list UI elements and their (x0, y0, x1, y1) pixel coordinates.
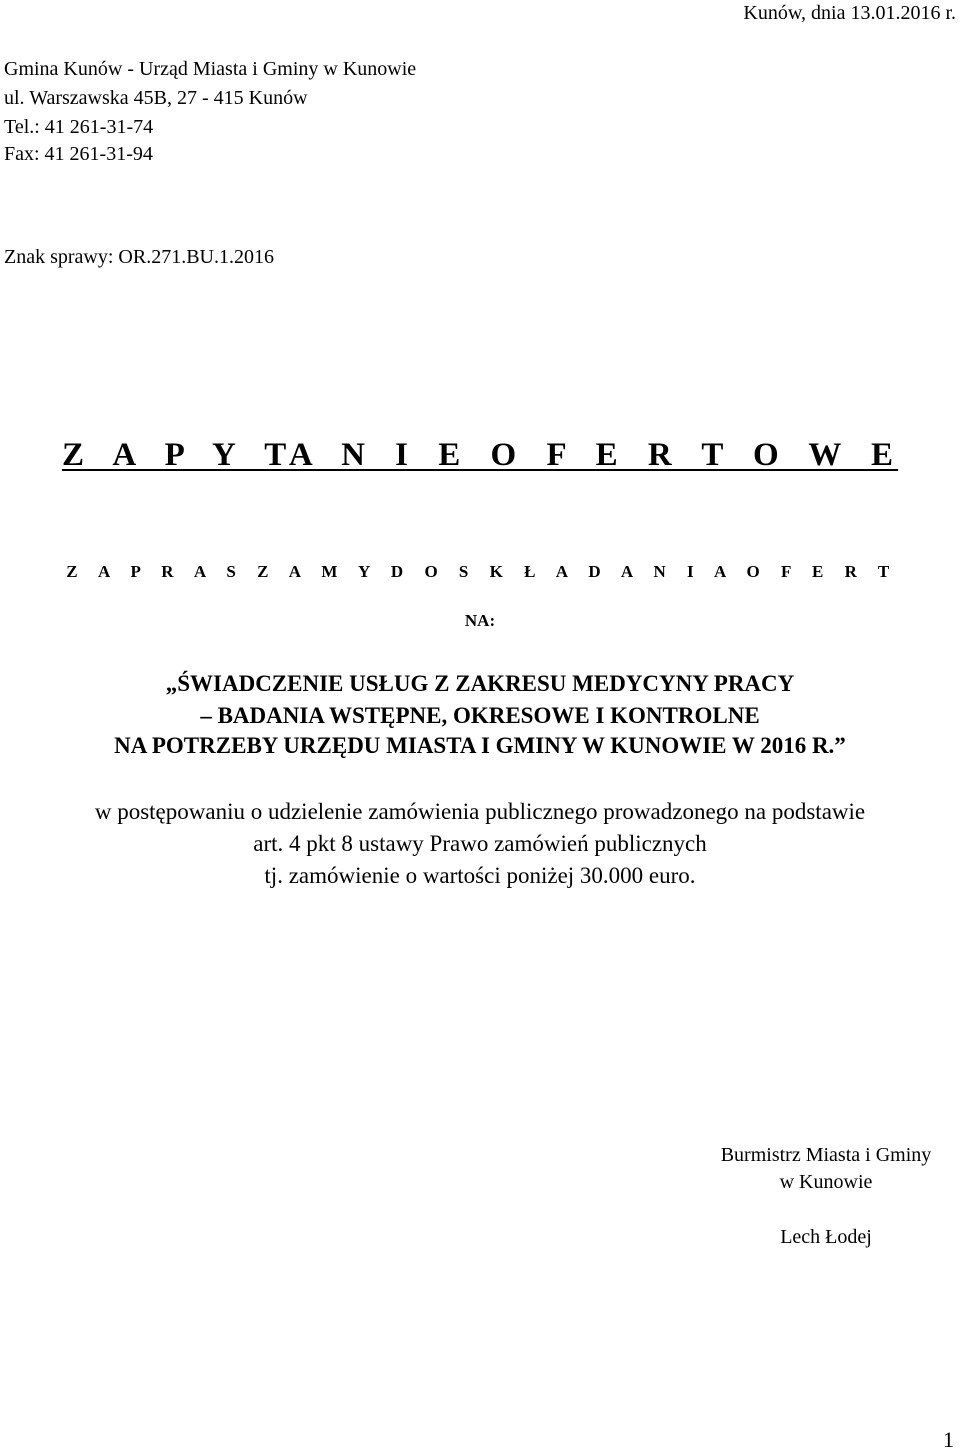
invitation-heading: Z A P R A S Z A M Y D O S K Ł A D A N I A O F E R T (66, 562, 894, 581)
subject-line: – BADANIA WSTĘPNE, OKRESOWE I KONTROLNE (200, 703, 760, 728)
procedure-line: tj. zamówienie o wartości poniżej 30.000 euro. (264, 863, 696, 888)
for-label: NA: (464, 611, 496, 630)
signatory-location: w Kunowie (779, 1171, 873, 1193)
sender-name: Gmina Kunów - Urząd Miasta i Gminy w Kunowie (4, 58, 417, 80)
page-number: 1 (943, 1427, 954, 1452)
document-title (0, 437, 960, 474)
case-reference: Znak sprawy: OR.271.BU.1.2016 (4, 246, 274, 268)
subject-line: „ŚWIADCZENIE USŁUG Z ZAKRESU MEDYCYNY PRACY (165, 671, 795, 696)
subject-line: NA POTRZEBY URZĘDU MIASTA I GMINY W KUNOWIE W 2016 R.” (114, 733, 846, 758)
document-date: Kunów, dnia 13.01.2016 r. (743, 2, 956, 24)
document-title-text: Z A P Y TA N I E O F E R T O W E (61, 437, 899, 473)
signatory-position: Burmistrz Miasta i Gminy (720, 1144, 932, 1166)
procedure-line: w postępowaniu o udzielenie zamówienia publicznego prowadzonego na podstawie (94, 799, 866, 824)
sender-phone: Tel.: 41 261-31-74 (4, 116, 154, 138)
procedure-line: art. 4 pkt 8 ustawy Prawo zamówień publicznych (253, 831, 707, 856)
signatory-name: Lech Łodej (780, 1226, 872, 1248)
sender-fax: Fax: 41 261-31-94 (4, 143, 153, 165)
sender-street: ul. Warszawska 45B, 27 - 415 Kunów (4, 87, 308, 109)
